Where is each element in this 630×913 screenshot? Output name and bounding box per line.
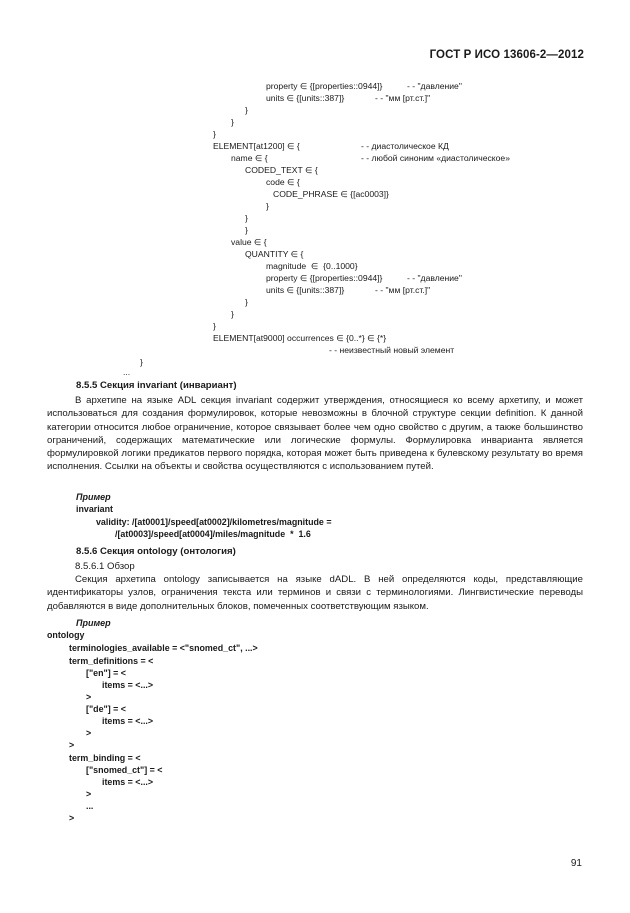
example-code-line: items = <...>: [102, 680, 154, 690]
code-line: }: [231, 117, 234, 127]
code-line: }: [140, 357, 143, 367]
example-code-line: >: [69, 813, 75, 823]
example-code-line: >: [86, 728, 92, 738]
example-code-line: invariant: [76, 504, 113, 514]
example-code-line: >: [86, 789, 92, 799]
code-comment: - - диастолическое КД: [361, 141, 449, 151]
code-comment: - - любой синоним «диастолическое»: [361, 153, 510, 163]
code-line: CODED_TEXT ∈ {: [245, 165, 318, 175]
code-comment: - - "мм [рт.ст.]": [375, 285, 431, 295]
section-heading-invariant: 8.5.5 Секция invariant (инвариант): [76, 380, 237, 391]
example-code-line: terminologies_available = <"snomed_ct", ...>: [69, 643, 258, 653]
code-line: units ∈ {[units::387]}: [266, 285, 345, 295]
example-code-line: term_binding = <: [69, 753, 141, 763]
code-line: }: [245, 105, 248, 115]
example-code-line: ["en"] = <: [86, 668, 126, 678]
example-code-line: items = <...>: [102, 777, 154, 787]
code-line: }: [245, 225, 248, 235]
example-code-line: ...: [86, 801, 94, 811]
subsection-heading: [47, 560, 583, 573]
paragraph-text: Секция архетипа ontology записывается на языке dADL. В ней определяются коды, представляющие идентификаторы узлов, ограничения текста или терминов и связи с терминологиями. Лингвистические переводы добавляются в виде дополнительных блоков, помеченных соответствующим языком.: [47, 574, 583, 612]
code-line: magnitude ∈ {0..1000}: [266, 261, 358, 271]
code-line: }: [245, 297, 248, 307]
example-label: Пример: [76, 492, 111, 502]
example-code-line: >: [86, 692, 92, 702]
example-code-line: >: [69, 740, 75, 750]
example-code-line: ["snomed_ct"] = <: [86, 765, 163, 775]
subsection-title: 8.5.6.1 Обзор: [75, 561, 135, 572]
code-line: ...: [123, 367, 131, 377]
code-line: property ∈ {[properties::0944]}: [266, 81, 383, 91]
code-line: code ∈ {: [266, 177, 300, 187]
code-line: }: [213, 129, 216, 139]
example-code-line: validity: /[at0001]/speed[at0002]/kilometres/magnitude =: [96, 517, 332, 527]
code-line: }: [231, 309, 234, 319]
example-code-line: ["de"] = <: [86, 704, 126, 714]
paragraph-text: В архетипе на языке ADL секция invariant содержит утверждения, относящиеся ко всему архетипу, и может использоваться для создания формулировок, которые невозможны в блочной структуре секции definition. К данной категории относится любое ограничение, которое связывает более чем одно свойство с другим, а также большинство ограничений, содержащих математические или логические формулы. Формулировка инварианта является формулировкой логики предикатов первого порядка, которая может быть приведена к булевскому результату во время исполнения. Ссылки на объекты и свойства осуществляются с использованием путей.: [47, 395, 583, 473]
code-line: CODE_PHRASE ∈ {[ac0003]}: [273, 189, 389, 199]
example-label: Пример: [76, 618, 111, 628]
code-line: name ∈ {: [231, 153, 268, 163]
code-line: }: [245, 213, 248, 223]
code-line: ELEMENT[at1200] ∈ {: [213, 141, 300, 151]
example-code-line: items = <...>: [102, 716, 154, 726]
code-comment: - - неизвестный новый элемент: [329, 345, 455, 355]
code-line: QUANTITY ∈ {: [245, 249, 304, 259]
paragraph-ontology: [47, 573, 583, 613]
example-code-line: ontology: [47, 630, 85, 640]
code-block: [0, 0, 630, 380]
section-heading-ontology: 8.5.6 Секция ontology (онтология): [76, 546, 236, 557]
standard-header: ГОСТ Р ИСО 13606-2—2012: [429, 49, 584, 61]
page-number: 91: [570, 858, 582, 869]
example-code-line: /[at0003]/speed[at0004]/miles/magnitude * 1.6: [115, 529, 311, 539]
code-comment: - - "давление": [407, 81, 462, 91]
code-line: units ∈ {[units::387]}: [266, 93, 345, 103]
code-line: }: [213, 321, 216, 331]
code-line: property ∈ {[properties::0944]}: [266, 273, 383, 283]
example-code-line: term_definitions = <: [69, 656, 154, 666]
code-comment: - - "давление": [407, 273, 462, 283]
code-comment: - - "мм [рт.ст.]": [375, 93, 431, 103]
code-line: }: [266, 201, 269, 211]
code-line: value ∈ {: [231, 237, 267, 247]
paragraph-invariant: [47, 394, 583, 474]
code-line: ELEMENT[at9000] occurrences ∈ {0..*} ∈ {*}: [213, 333, 387, 343]
